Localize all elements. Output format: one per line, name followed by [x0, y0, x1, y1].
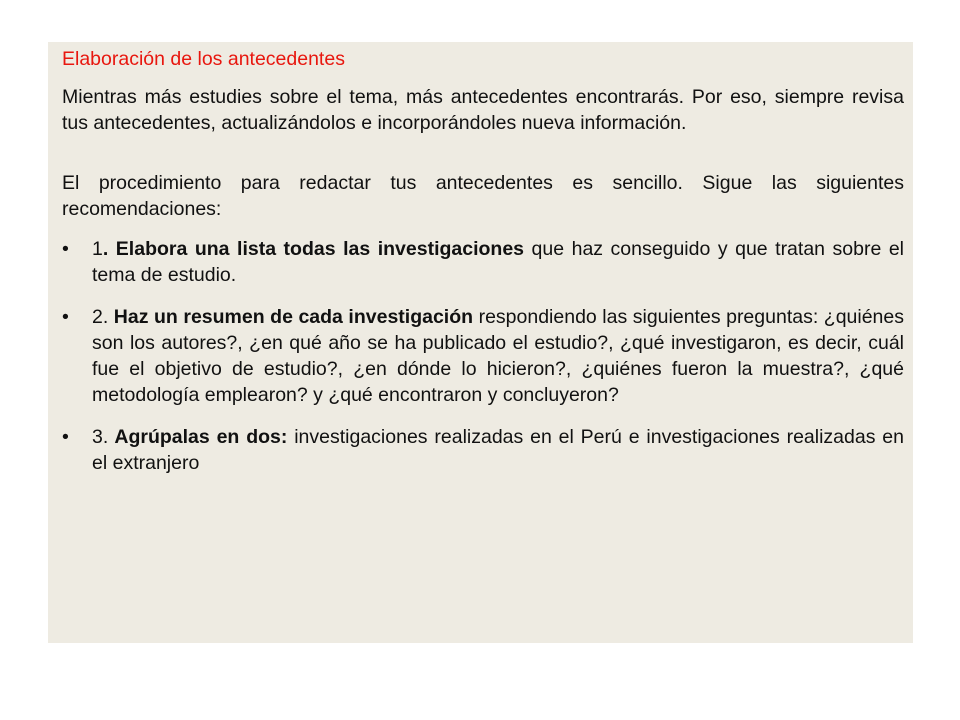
slide-title: Elaboración de los antecedentes — [62, 48, 345, 70]
list-item — [62, 424, 904, 476]
bullet-icon: • — [62, 306, 69, 328]
list-item — [62, 236, 904, 288]
item-text: investigaciones realizadas en el Perú e investigaciones realizadas en el extranjero — [92, 426, 904, 474]
item-bold-text: . Elabora una lista todas las investigaciones — [102, 238, 525, 260]
slide-content — [62, 46, 904, 492]
item-bold-text: Haz un resumen de cada investigación — [108, 306, 474, 328]
item-number: 3. — [92, 426, 109, 448]
item-bold-text: Agrúpalas en dos: — [108, 426, 288, 448]
item-text: que haz conseguido y que tratan sobre el tema de estudio. — [92, 238, 905, 286]
item-number: 2. — [92, 306, 109, 328]
bullet-icon: • — [62, 426, 69, 448]
intro-paragraph: Mientras más estudies sobre el tema, más antecedentes encontrarás. Por eso, siempre revisa tus antecedentes, actualizándolos e incorporándoles nueva información. — [62, 86, 904, 134]
bullet-icon: • — [62, 238, 69, 260]
item-number: 1 — [92, 238, 103, 260]
item-text: respondiendo las siguientes preguntas: ¿quiénes son los autores?, ¿en qué año se ha publicado el estudio?, ¿qué investigaron, es decir, cuál fue el objetivo de estudio?, ¿en dónde lo hicieron?, ¿quiénes fueron la muestra?, ¿qué metodología emplearon? y ¿qué encontraron y concluyeron? — [92, 306, 904, 406]
procedure-paragraph: El procedimiento para redactar tus antecedentes es sencillo. Sigue las siguientes recomendaciones: — [62, 172, 904, 220]
list-item — [62, 304, 904, 408]
recommendation-list — [62, 236, 904, 476]
